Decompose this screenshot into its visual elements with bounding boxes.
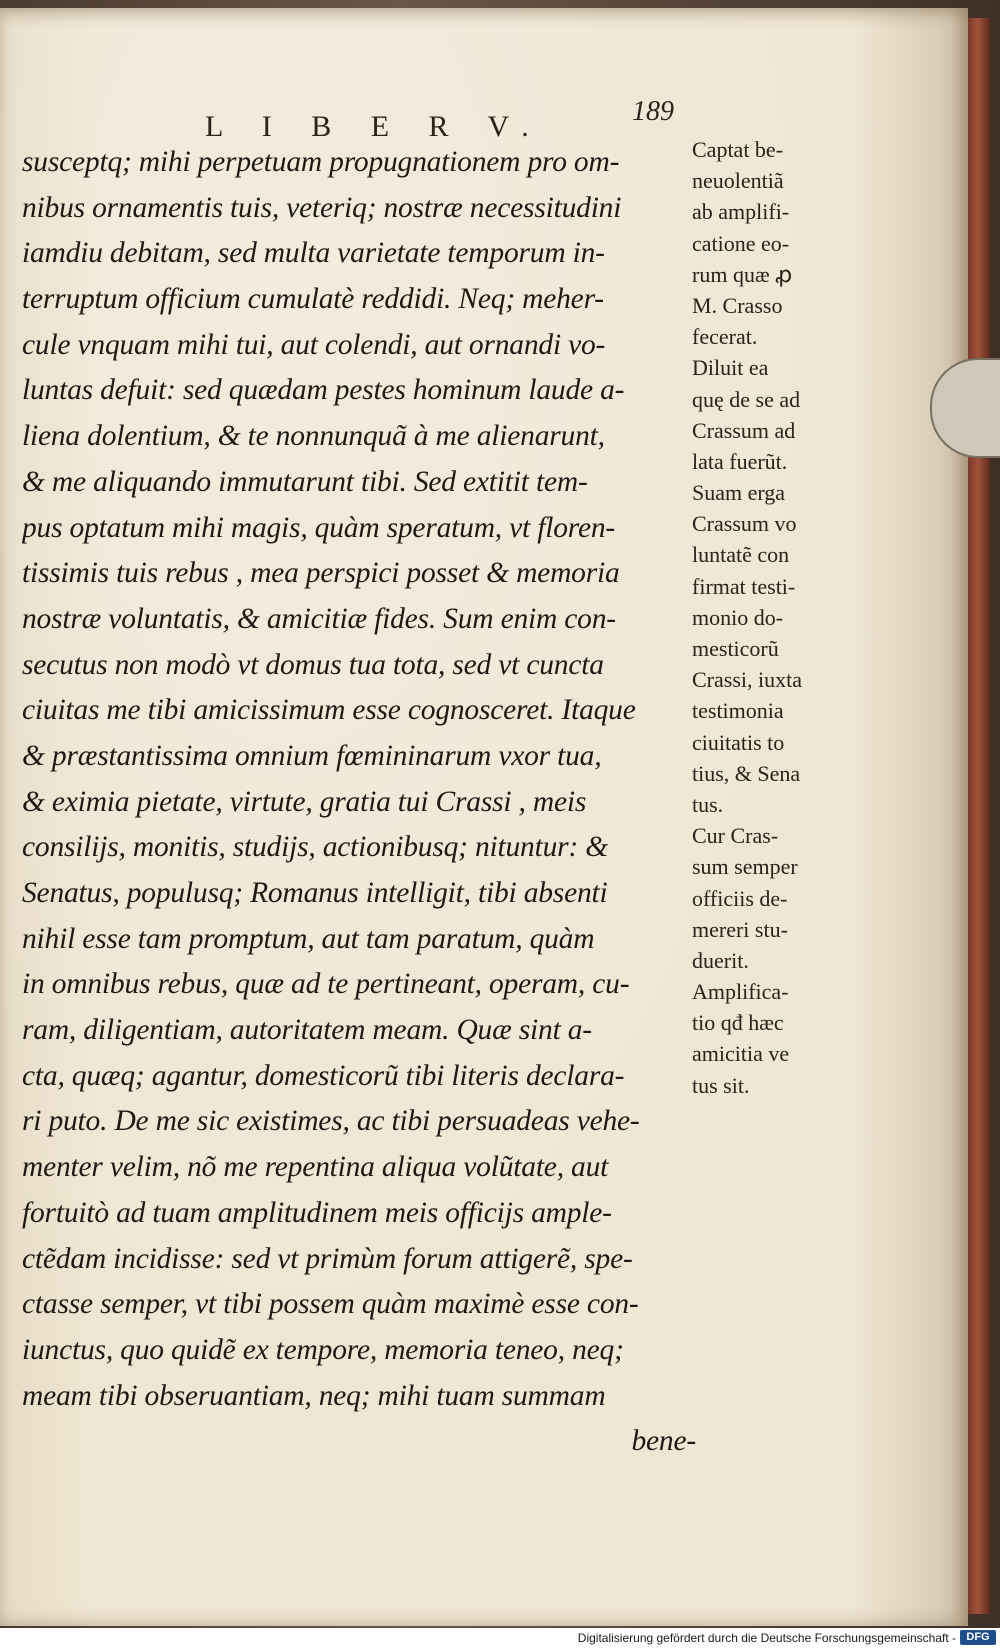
margin-note-line: Crassi, iuxta xyxy=(692,667,802,693)
margin-note-line: monio do- xyxy=(692,604,784,630)
running-head: L I B E R V. xyxy=(205,110,545,143)
text-line: secutus non modò vt domus tua tota, sed vt cuncta xyxy=(22,648,604,681)
margin-note-line: Amplifica- xyxy=(692,979,789,1005)
margin-note-line: firmat testi- xyxy=(692,573,796,599)
text-line: ctasse semper, vt tibi possem quàm maximè esse con- xyxy=(22,1288,639,1321)
margin-note-line: lata fuerũt. xyxy=(692,448,788,474)
marginal-notes xyxy=(692,134,852,1101)
margin-note-line: Crassum ad xyxy=(692,417,796,443)
funding-notice: Digitalisierung gefördert durch die Deutsche Forschungsgemeinschaft - xyxy=(577,1631,956,1645)
margin-note-line: M. Crasso xyxy=(692,292,783,318)
text-line: luntas defuit: sed quædam pestes hominum laude a- xyxy=(22,374,625,407)
text-line: cta, quæq; agantur, domesticorũ tibi literis declara- xyxy=(22,1059,625,1092)
margin-note-line: Captat be- xyxy=(692,137,784,162)
margin-note-line: ciuitatis to xyxy=(692,729,785,755)
margin-note-line: quę de se ad xyxy=(692,386,801,412)
catchword: bene- xyxy=(631,1425,696,1458)
text-line: menter velim, nõ me repentina aliqua volũtate, aut xyxy=(22,1151,609,1184)
margin-note-line: duerit. xyxy=(692,947,749,973)
book-fore-edge xyxy=(968,18,990,1614)
margin-note-line: amicitia ve xyxy=(692,1041,790,1067)
text-line: cule vnquam mihi tui, aut colendi, aut ornandi vo- xyxy=(22,328,606,361)
text-line: nihil esse tam promptum, aut tam paratum, quàm xyxy=(22,922,595,955)
margin-note-line: rum quæ ꝓ xyxy=(692,261,793,287)
margin-note-line: Cur Cras- xyxy=(692,823,779,849)
margin-note-line: neuolentiã xyxy=(692,168,784,194)
margin-note-line: ab amplifi- xyxy=(692,199,790,225)
text-line: & præstantissima omnium fœmininarum vxor tua, xyxy=(22,739,602,772)
text-line: ram, diligentiam, autoritatem meam. Quæ sint a- xyxy=(22,1014,592,1047)
margin-note-line: testimonia xyxy=(692,698,784,724)
margin-note-line: Crassum vo xyxy=(692,511,797,537)
text-line: ri puto. De me sic existimes, ac tibi persuadeas vehe- xyxy=(22,1105,640,1138)
text-line: consilijs, monitis, studijs, actionibusq; nituntur: & xyxy=(22,831,608,864)
text-line: meam tibi obseruantiam, neq; mihi tuam summam xyxy=(22,1379,606,1412)
text-line: liena dolentium, & te nonnunquã à me alienarunt, xyxy=(22,420,605,453)
margin-note-line: tus sit. xyxy=(692,1072,750,1098)
page-number: 189 xyxy=(632,96,674,127)
margin-note-line: tus. xyxy=(692,791,724,817)
text-line: Senatus, populusq; Romanus intelligit, tibi absenti xyxy=(22,877,608,909)
dfg-logo: DFG xyxy=(960,1630,996,1645)
margin-note-line: fecerat. xyxy=(692,324,758,350)
margin-note-line: tius, & Sena xyxy=(692,760,801,786)
main-text-block xyxy=(22,140,702,1465)
margin-note-line: mesticorũ xyxy=(692,636,779,661)
text-line: susceptq; mihi perpetuam propugnationem pro om- xyxy=(22,146,620,178)
margin-note-line: officiis de- xyxy=(692,885,788,911)
margin-note-line: Diluit ea xyxy=(692,355,769,381)
text-line: iunctus, quo quidẽ ex tempore, memoria teneo, neq; xyxy=(22,1333,624,1366)
text-line: pus optatum mihi magis, quàm speratum, vt floren- xyxy=(22,511,616,544)
text-line: nostræ voluntatis, & amicitiæ fides. Sum enim con- xyxy=(22,602,616,635)
margin-note-line: tio qđ hæc xyxy=(692,1010,784,1036)
margin-note-line: Suam erga xyxy=(692,480,786,506)
margin-note-line: sum semper xyxy=(692,854,798,880)
text-line: iamdiu debitam, sed multa varietate temporum in- xyxy=(22,237,605,270)
text-line: in omnibus rebus, quæ ad te pertineant, operam, cu- xyxy=(22,968,630,1001)
text-line: nibus ornamentis tuis, veteriq; nostræ necessitudini xyxy=(22,191,622,224)
text-line: ciuitas me tibi amicissimum esse cognosceret. Itaque xyxy=(22,694,636,727)
margin-note-line: luntatẽ con xyxy=(692,542,790,568)
text-line: terruptum officium cumulatè reddidi. Neq; meher- xyxy=(22,283,604,316)
margin-note-line: catione eo- xyxy=(692,230,790,256)
text-line: ctẽdam incidisse: sed vt primùm forum attigerẽ, spe- xyxy=(22,1242,633,1275)
text-line: & me aliquando immutarunt tibi. Sed extitit tem- xyxy=(22,465,588,498)
margin-note-line: mereri stu- xyxy=(692,916,788,942)
text-line: & eximia pietate, virtute, gratia tui Crassi , meis xyxy=(22,785,587,818)
text-line: tissimis tuis rebus , mea perspici posset & memoria xyxy=(22,557,620,590)
text-line: fortuitò ad tuam amplitudinem meis officijs ample- xyxy=(22,1196,612,1229)
